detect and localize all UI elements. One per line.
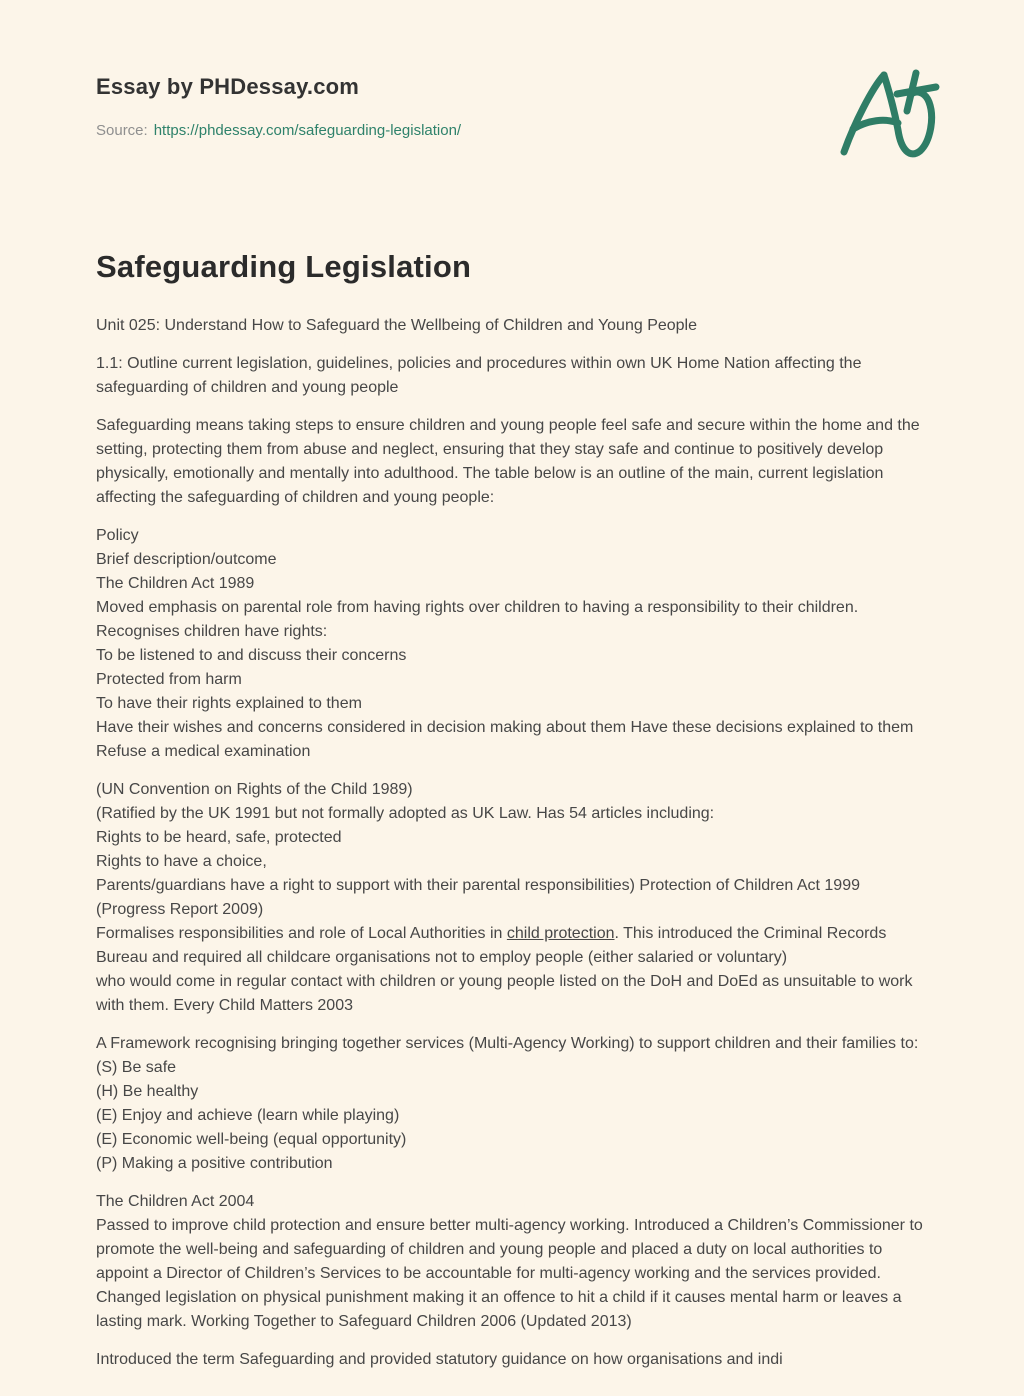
paragraph: Policy Brief description/outcome The Children Act 1989 Moved emphasis on parental role from having rights over children to having a responsibility to their children. Recognises children have rights: To be listened to and discuss their concerns Protected from harm To have their rights explained to them Have their wishes and concerns considered in decision making about them Have these decisions explained to them Refuse a medical examination xyxy=(96,527,914,761)
header xyxy=(96,74,928,162)
paragraph: Unit 025: Understand How to Safeguard the Wellbeing of Children and Young People xyxy=(96,317,698,335)
paragraph: (UN Convention on Rights of the Child 1989) (Ratified by the UK 1991 but not formally adopted as UK Law. Has 54 articles including: Rights to be heard, safe, protected Rights to have a choice, Parents/guardians have a right to support with their parental responsibilities) Protection of Children Act 1999 (Progress Report 2009) Formalises responsibilities and role of Local Authorities in child protection. This introduced the Criminal Records Bureau and required all childcare organisations not to employ people (either salaried or voluntary) who would come in regular contact with children or young people listed on the DoH and DoEd as unsuitable to work with them. Every Child Matters 2003 xyxy=(96,781,913,1015)
paragraph: A Framework recognising bringing together services (Multi-Agency Working) to support children and their families to: (S) Be safe (H) Be healthy (E) Enjoy and achieve (learn while playing) (E) Economic well-being (equal opportunity) (P) Making a positive contribution xyxy=(96,1035,919,1173)
paragraph: Safeguarding means taking steps to ensure children and young people feel safe and secure within the home and the setting, protecting them from abuse and neglect, ensuring that they stay safe and continue to positively develop physically, emotionally and mentally into adulthood. The table below is an outline of the main, current legislation affecting the safeguarding of children and young people: xyxy=(96,417,920,507)
source-link[interactable]: https://phdessay.com/safeguarding-legislation/ xyxy=(153,122,462,139)
source-row xyxy=(96,122,461,140)
brand-block xyxy=(96,74,461,140)
child-protection-link[interactable]: child protection xyxy=(506,925,615,943)
paragraph: The Children Act 2004 Passed to improve child protection and ensure better multi-agency working. Introduced a Children’s Commissioner to promote the well-being and safeguarding of children and young people and placed a duty on local authorities to appoint a Director of Children’s Services to be accountable for multi-agency working and the services provided. Changed legislation on physical punishment making it an offence to hit a child if it causes mental harm or leaves a lasting mark. Working Together to Safeguard Children 2006 (Updated 2013) xyxy=(96,1193,923,1331)
paragraph: Introduced the term Safeguarding and provided statutory guidance on how organisations and indi xyxy=(96,1351,783,1369)
a-plus-logo-icon xyxy=(838,66,942,162)
brand-title: Essay by PHDessay.com xyxy=(96,74,360,99)
article-body xyxy=(96,314,928,1372)
page-title: Safeguarding Legislation xyxy=(96,249,472,284)
source-label: Source: xyxy=(96,122,148,139)
paragraph: 1.1: Outline current legislation, guidelines, policies and procedures within own UK Home Nation affecting the safeguarding of children and young people xyxy=(96,355,862,397)
